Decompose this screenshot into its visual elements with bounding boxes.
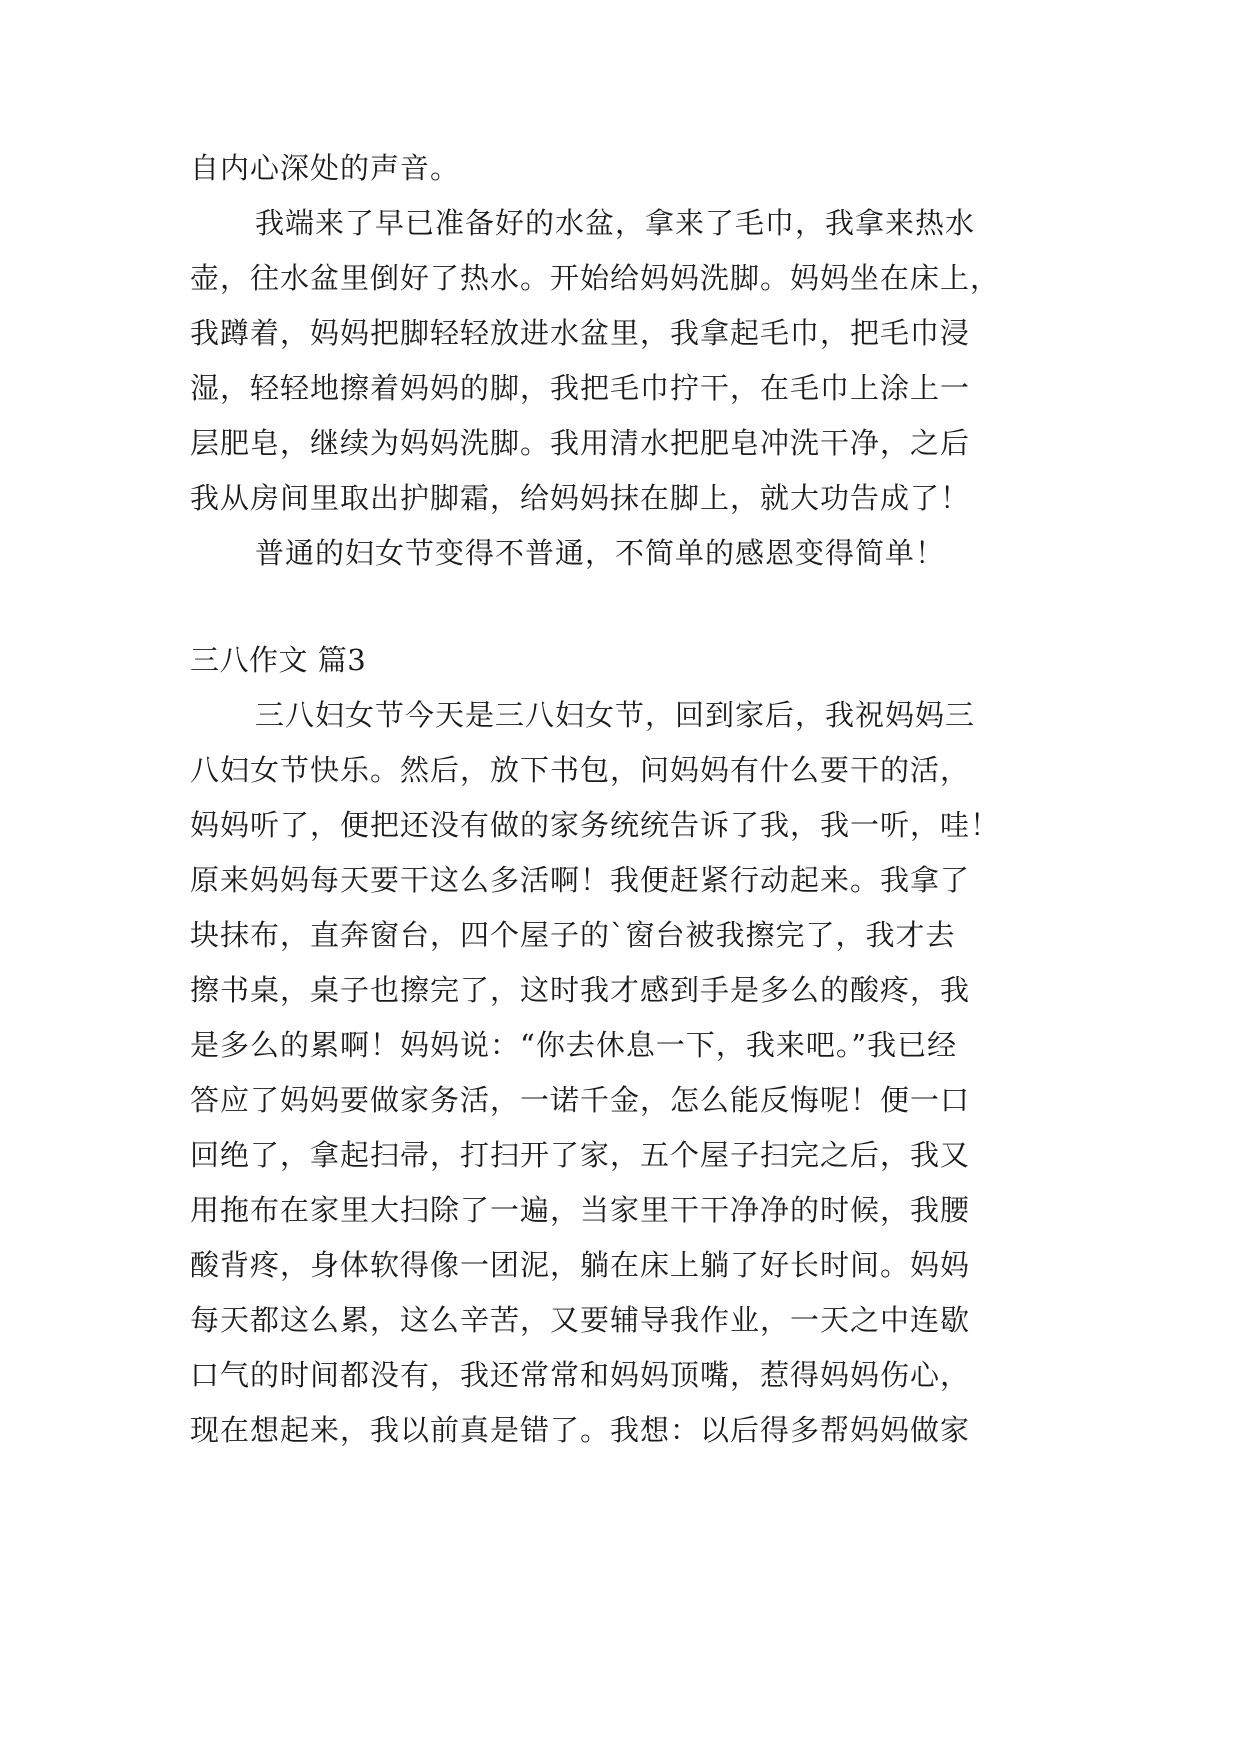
paragraph-line: 我端来了早已准备好的水盆，拿来了毛巾，我拿来热水 <box>255 206 976 240</box>
paragraph-line: 我从房间里取出护脚霜，给妈妈抹在脚上，就大功告成了！ <box>190 481 971 515</box>
paragraph-line: 层肥皂，继续为妈妈洗脚。我用清水把肥皂冲洗干净，之后 <box>190 426 971 460</box>
paragraph-line: 用拖布在家里大扫除了一遍，当家里干干净净的时候，我腰 <box>190 1193 971 1227</box>
paragraph-line: 我蹲着，妈妈把脚轻轻放进水盆里，我拿起毛巾，把毛巾浸 <box>190 316 971 350</box>
paragraph-line: 湿，轻轻地擦着妈妈的脚，我把毛巾拧干，在毛巾上涂上一 <box>190 371 971 405</box>
paragraph-line: 答应了妈妈要做家务活，一诺千金，怎么能反悔呢！便一口 <box>190 1083 971 1117</box>
paragraph-line: 口气的时间都没有，我还常常和妈妈顶嘴，惹得妈妈伤心， <box>190 1358 971 1392</box>
paragraph-line: 八妇女节快乐。然后，放下书包，问妈妈有什么要干的活， <box>190 753 971 787</box>
paragraph-line: 回绝了，拿起扫帚，打扫开了家，五个屋子扫完之后，我又 <box>190 1138 971 1172</box>
paragraph-line: 三八妇女节今天是三八妇女节，回到家后，我祝妈妈三 <box>255 698 976 732</box>
paragraph-line: 块抹布，直奔窗台，四个屋子的`窗台被我擦完了，我才去 <box>190 918 956 952</box>
paragraph-line: 普通的妇女节变得不普通，不简单的感恩变得简单！ <box>255 536 946 570</box>
paragraph-line: 擦书桌，桌子也擦完了，这时我才感到手是多么的酸疼，我 <box>190 973 971 1007</box>
paragraph-line: 现在想起来，我以前真是错了。我想：以后得多帮妈妈做家 <box>190 1413 971 1447</box>
section-heading: 三八作文 篇3 <box>190 643 367 677</box>
paragraph-line: 酸背疼，身体软得像一团泥，躺在床上躺了好长时间。妈妈 <box>190 1248 971 1282</box>
paragraph-line: 是多么的累啊！妈妈说：“你去休息一下，我来吧。”我已经 <box>190 1028 958 1062</box>
paragraph-line: 壶，往水盆里倒好了热水。开始给妈妈洗脚。妈妈坐在床上， <box>190 261 1001 295</box>
paragraph-line: 原来妈妈每天要干这么多活啊！我便赶紧行动起来。我拿了 <box>190 863 971 897</box>
paragraph-line: 每天都这么累，这么辛苦，又要辅导我作业，一天之中连歇 <box>190 1303 971 1337</box>
paragraph-line: 妈妈听了，便把还没有做的家务统统告诉了我，我一听，哇！ <box>190 808 1001 842</box>
paragraph-line: 自内心深处的声音。 <box>190 151 461 185</box>
